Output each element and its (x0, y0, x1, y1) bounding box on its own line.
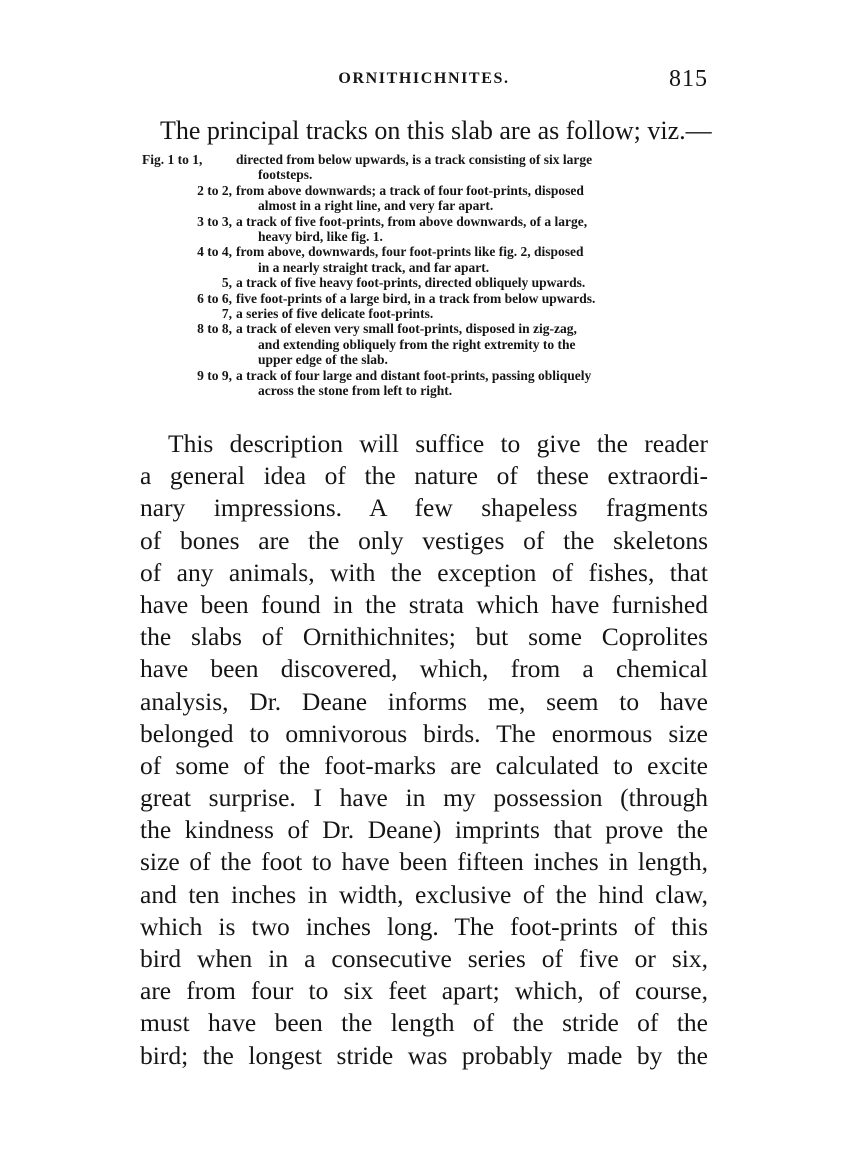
body-line: analysis, Dr. Deane informs me, seem to have (140, 686, 708, 716)
body-line: the slabs of Ornithichnites; but some Coprolites (140, 622, 708, 652)
figure-label: 9 to 9, (197, 367, 232, 383)
figure-label: Fig. 1 to 1, (142, 152, 203, 167)
figure-entry (142, 275, 710, 290)
figure-description-line: footsteps. (258, 167, 313, 183)
page-number: 815 (669, 66, 708, 92)
body-line: and ten inches in width, exclusive of the hind claw, (140, 879, 708, 909)
figure-entry (142, 368, 710, 399)
body-paragraph (140, 428, 708, 1072)
figure-description-line: a track of eleven very small foot-prints, disposed in zig-zag, (236, 321, 577, 337)
page-header (140, 66, 708, 96)
body-line: of any animals, with the exception of fishes, that (140, 557, 708, 587)
figure-label: 3 to 3, (197, 213, 232, 229)
body-line: the kindness of Dr. Deane) imprints that prove the (140, 815, 708, 845)
figure-description-line: a track of five heavy foot-prints, directed obliquely upwards. (236, 275, 586, 291)
body-line: belonged to omnivorous birds. The enormous size (140, 718, 708, 748)
figure-label: 2 to 2, (197, 182, 232, 198)
body-line: of bones are the only vestiges of the skeletons (140, 525, 708, 555)
figure-description-line: and extending obliquely from the right extremity to the (258, 336, 576, 352)
figure-description (232, 306, 710, 321)
figure-description-line: directed from below upwards, is a track consisting of six large (236, 152, 593, 167)
figure-description-line: heavy bird, like fig. 1. (258, 229, 383, 245)
figure-description-line: a series of five delicate foot-prints. (236, 306, 434, 322)
figure-entry (142, 244, 710, 275)
figure-label: 5, (221, 275, 232, 291)
body-line: nary impressions. A few shapeless fragments (140, 493, 708, 523)
body-line: of some of the foot-marks are calculated to excite (140, 750, 708, 780)
figure-description (232, 275, 710, 290)
figure-entry (142, 214, 710, 245)
intro-sentence: The principal tracks on this slab are as follow; viz.— (160, 116, 712, 145)
figure-description-line: a track of four large and distant foot-prints, passing obliquely (236, 367, 592, 383)
figure-description (232, 183, 710, 214)
figure-description-line: five foot-prints of a large bird, in a track from below upwards. (236, 290, 596, 306)
figure-label: 6 to 6, (197, 290, 232, 306)
figure-label: 4 to 4, (197, 244, 232, 260)
figure-description (232, 291, 710, 306)
figure-description-line: from above downwards; a track of four foot-prints, disposed (236, 182, 584, 198)
figure-description (232, 152, 710, 183)
figure-description (232, 368, 710, 399)
body-line: have been found in the strata which have furnished (140, 589, 708, 619)
figure-description-line: upper edge of the slab. (258, 352, 388, 368)
figure-entry (142, 321, 710, 367)
figure-entry (142, 183, 710, 214)
figure-description (232, 244, 710, 275)
figure-entry (142, 306, 710, 321)
figure-label: 7, (221, 306, 232, 322)
figure-description-line: a track of five foot-prints, from above downwards, of a large, (236, 213, 588, 229)
figure-description (232, 321, 710, 367)
body-line: great surprise. I have in my possession (through (140, 783, 708, 813)
body-line: are from four to six feet apart; which, of course, (140, 976, 708, 1006)
body-line: This description will suffice to give the reader (168, 429, 708, 458)
body-line: which is two inches long. The foot-prints of this (140, 911, 708, 941)
figure-list (142, 152, 710, 399)
running-title: ORNITHICHNITES. (338, 70, 510, 87)
figure-description-line: almost in a right line, and very far apart. (258, 198, 494, 214)
figure-entry (142, 291, 710, 306)
figure-label: 8 to 8, (197, 321, 232, 337)
figure-description-line: across the stone from left to right. (258, 383, 453, 399)
figure-description-line: from above, downwards, four foot-prints like fig. 2, disposed (236, 244, 584, 260)
body-line: a general idea of the nature of these extraordi- (140, 461, 708, 491)
body-line: size of the foot to have been fifteen inches in length, (140, 847, 708, 877)
body-line: bird when in a consecutive series of five or six, (140, 944, 708, 973)
figure-description-line: in a nearly straight track, and far apart. (258, 259, 490, 275)
body-line: have been discovered, which, from a chemical (140, 654, 708, 684)
figure-description (232, 214, 710, 245)
body-line: must have been the length of the stride of the (140, 1008, 708, 1038)
figure-entry (142, 152, 710, 183)
body-line: bird; the longest stride was probably made by the (140, 1040, 708, 1070)
